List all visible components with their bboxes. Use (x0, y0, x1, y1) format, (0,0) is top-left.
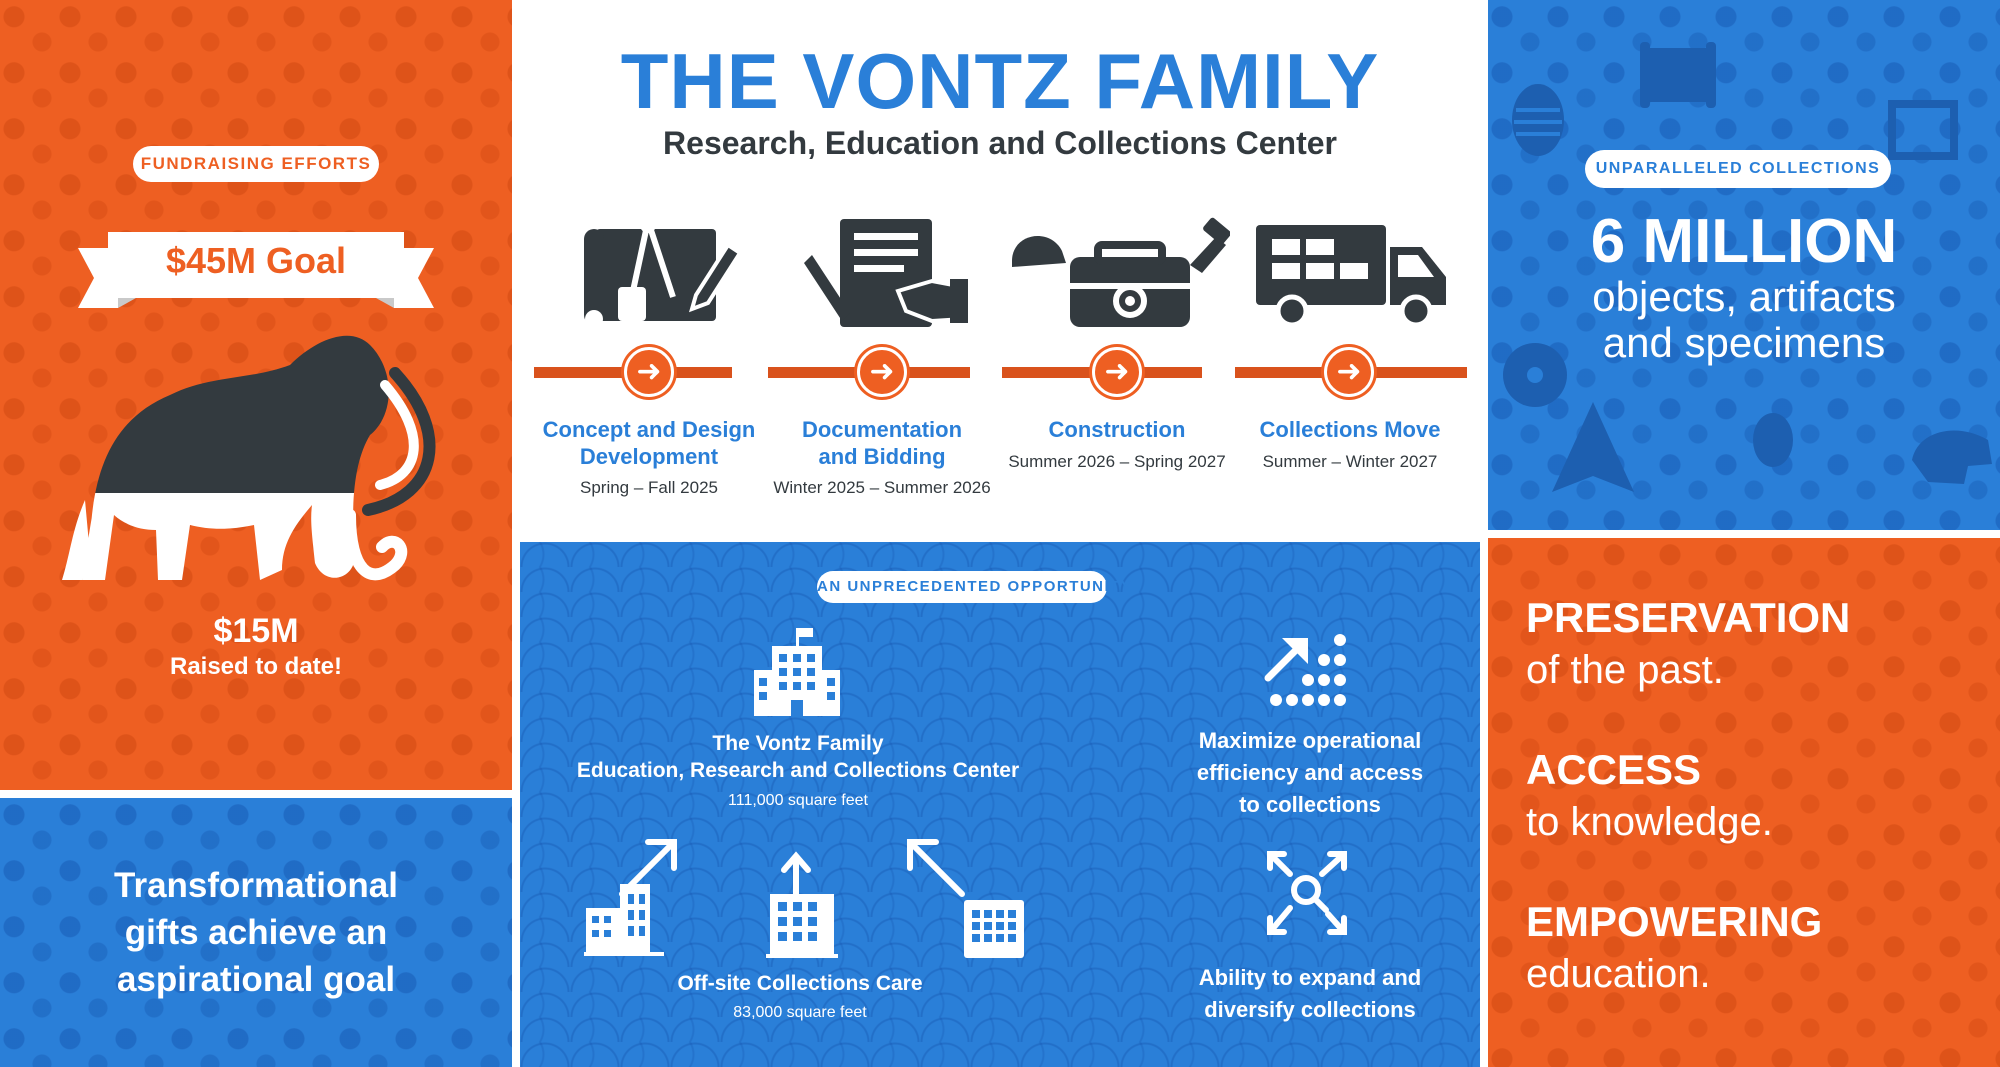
opportunity-pill: AN UNPRECEDENTED OPPORTUNITY (817, 571, 1107, 603)
offsite-size: 83,000 square feet (733, 1004, 867, 1021)
building-icon (766, 890, 838, 960)
gifts-line: Transformational (114, 866, 398, 905)
expand-search-icon (1262, 848, 1354, 940)
arrowhead-icon (1548, 400, 1638, 500)
pillar-subtext: education. (1526, 952, 1711, 996)
benefit-line: Maximize operational (1198, 728, 1422, 753)
raised-to-date (0, 612, 512, 681)
stage-title-line: Concept and Design (542, 417, 756, 442)
stage-title-line: Construction (1048, 417, 1186, 442)
collections-line: and specimens (1602, 319, 1886, 366)
timeline-panel (512, 0, 1488, 534)
stage-date: Winter 2025 – Summer 2026 (773, 478, 991, 497)
pillar-subtext: to knowledge. (1526, 800, 1773, 844)
main-center-name (520, 730, 1076, 784)
stage-title-line: Documentation (801, 417, 963, 442)
raised-amount: $15M (213, 612, 299, 650)
building-icon (584, 878, 664, 958)
contract-handshake-icon (802, 215, 972, 330)
benefit-expand (1160, 962, 1460, 1026)
pillar-heading: PRESERVATION (1526, 594, 1851, 641)
toolbox-icon (1010, 215, 1230, 330)
main-center-line: Education, Research and Collections Center (576, 759, 1020, 782)
dinosaur-skull-icon (1908, 420, 1996, 490)
mammoth-progress-icon (50, 325, 470, 595)
stage-title-line: and Bidding (818, 444, 946, 469)
moving-truck-icon (1256, 215, 1448, 330)
stage-date: Summer 2026 – Spring 2027 (1008, 452, 1226, 471)
collections-description (1488, 274, 2000, 366)
benefit-line: diversify collections (1204, 997, 1416, 1022)
benefit-line: to collections (1239, 792, 1381, 817)
pillar-heading: EMPOWERING (1526, 898, 1823, 945)
goal-amount: $45M Goal (165, 240, 347, 281)
collections-count: 6 MILLION (1590, 207, 1898, 276)
main-center-line: The Vontz Family (712, 732, 884, 755)
arrow-right-icon: ➜ (1324, 347, 1374, 397)
stage-title-line: Development (579, 444, 719, 469)
stage-title-line: Collections Move (1259, 417, 1441, 442)
opportunity-panel (520, 542, 1480, 1067)
collections-panel (1488, 0, 2000, 530)
collections-line: objects, artifacts (1592, 273, 1896, 320)
pillars-panel (1488, 538, 2000, 1067)
pillar-subtext: of the past. (1526, 648, 1724, 692)
scroll-icon (1638, 40, 1718, 110)
fundraising-panel (0, 0, 512, 790)
benefit-line: Ability to expand and (1198, 965, 1422, 990)
trilobite-icon (1508, 80, 1568, 160)
stage-title (1230, 416, 1470, 443)
gifts-panel (0, 798, 512, 1067)
stage-title (529, 416, 769, 470)
gifts-line: aspirational goal (116, 960, 396, 999)
stage-title (762, 416, 1002, 470)
main-center-size: 111,000 square feet (728, 792, 868, 809)
offsite-name: Off-site Collections Care (677, 972, 923, 995)
fundraising-pill: FUNDRAISING EFFORTS (133, 146, 379, 182)
goal-banner (78, 228, 434, 318)
building-icon (962, 898, 1026, 960)
stage-title (997, 416, 1237, 443)
gifts-line: gifts achieve an (124, 913, 388, 952)
arrow-right-icon: ➜ (857, 347, 907, 397)
efficiency-growth-icon (1262, 632, 1354, 712)
gifts-message (0, 862, 512, 1003)
building-icon (752, 628, 842, 718)
benefit-line: efficiency and access (1196, 760, 1424, 785)
arrow-right-icon: ➜ (1092, 347, 1142, 397)
pillar-heading: ACCESS (1526, 746, 1702, 793)
collections-pill: UNPARALLELED COLLECTIONS (1585, 150, 1891, 188)
raised-label: Raised to date! (169, 653, 343, 680)
page-title: THE VONTZ FAMILY (620, 37, 1380, 125)
blueprint-icon (578, 215, 748, 330)
stage-date: Spring – Fall 2025 (580, 478, 718, 497)
page-subtitle: Research, Education and Collections Center (663, 125, 1337, 161)
benefit-efficiency (1160, 725, 1460, 821)
frame-icon (1888, 100, 1958, 160)
stage-date: Summer – Winter 2027 (1262, 452, 1438, 471)
arrow-right-icon: ➜ (624, 347, 674, 397)
trilobite-icon (1748, 410, 1798, 470)
